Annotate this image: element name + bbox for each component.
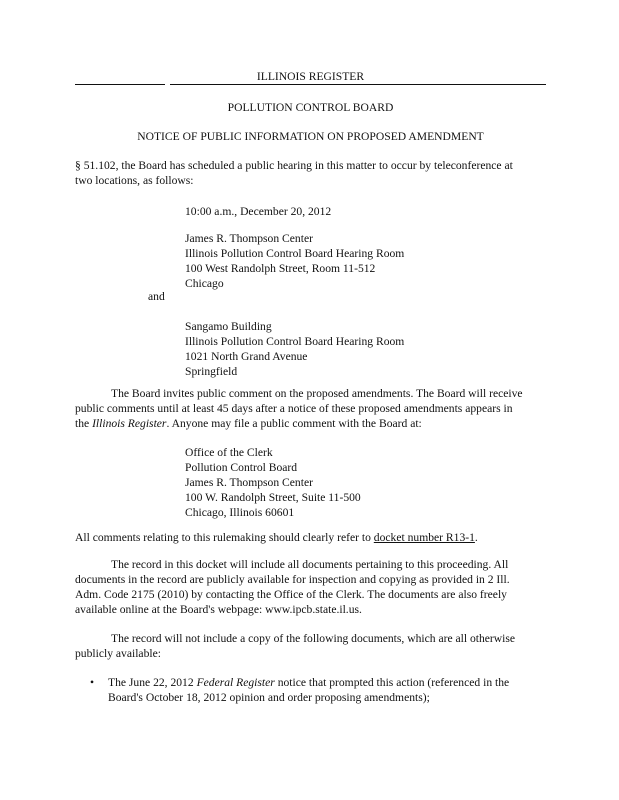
record-line-4: available online at the Board's webpage: www.ipcb.state.il.us. <box>75 603 362 616</box>
location-line: 1021 North Grand Avenue <box>185 350 308 363</box>
header-rule-right <box>170 84 546 85</box>
bullet-text <box>108 675 546 705</box>
exclusion-line-1 <box>75 631 546 646</box>
bullet-line-1 <box>108 675 546 690</box>
intro-line-2: two locations, as follows: <box>75 174 194 187</box>
location-line: Illinois Pollution Control Board Hearing Room <box>185 247 405 260</box>
intro-line-1: § 51.102, the Board has scheduled a public hearing in this matter to occur by teleconference at <box>75 159 513 172</box>
comment-line-2: public comments until at least 45 days after a notice of these proposed amendments appears in <box>75 402 513 415</box>
location-line: Sangamo Building <box>185 320 272 333</box>
federal-register-italic: Federal Register <box>196 676 275 689</box>
public-comment-paragraph <box>75 386 546 431</box>
address-line: Chicago, Illinois 60601 <box>185 506 295 519</box>
hearing-time: 10:00 a.m., December 20, 2012 <box>185 205 332 218</box>
location-line: 100 West Randolph Street, Room 11-512 <box>185 262 376 275</box>
and-connector: and <box>148 290 165 303</box>
comment-line-3 <box>75 416 546 431</box>
exclusion-line-2: publicly available: <box>75 647 161 660</box>
bullet-text-part: The June 22, 2012 <box>108 676 197 689</box>
bullet-icon: • <box>90 676 95 689</box>
record-line-3: Adm. Code 2175 (2010) by contacting the Office of the Clerk. The documents are also freely <box>75 588 507 601</box>
hearing-location-chicago <box>185 231 404 291</box>
exclusion-text: The record will not include a copy of the following documents, which are all otherwise <box>111 632 516 645</box>
record-text: The record in this docket will include all documents pertaining to this proceeding. All <box>111 558 509 571</box>
register-title: ILLINOIS REGISTER <box>256 70 365 83</box>
intro-paragraph <box>75 158 546 188</box>
address-line: Office of the Clerk <box>185 446 273 459</box>
record-line-2: documents in the record are publicly available for inspection and copying as provided in 2 Ill. <box>75 573 510 586</box>
address-line: 100 W. Randolph Street, Suite 11-500 <box>185 491 361 504</box>
header-rule-left <box>75 84 165 85</box>
record-paragraph <box>75 557 546 617</box>
notice-title: NOTICE OF PUBLIC INFORMATION ON PROPOSED AMENDMENT <box>137 130 484 143</box>
comment-text: the <box>75 417 93 430</box>
comment-text: The Board invites public comment on the proposed amendments. The Board will receive <box>111 387 523 400</box>
clerk-address <box>185 445 361 520</box>
location-line: Illinois Pollution Control Board Hearing Room <box>185 335 405 348</box>
board-title: POLLUTION CONTROL BOARD <box>227 101 394 114</box>
illinois-register-italic: Illinois Register <box>92 417 167 430</box>
address-line: James R. Thompson Center <box>185 476 313 489</box>
docket-number: docket number R13-1 <box>373 531 475 544</box>
docket-text: . <box>474 531 478 544</box>
record-line-1 <box>75 557 546 572</box>
location-line: Springfield <box>185 365 238 378</box>
comment-line-1 <box>75 386 546 401</box>
bullet-line-2: Board's October 18, 2012 opinion and order proposing amendments); <box>108 691 430 704</box>
location-line: Chicago <box>185 277 224 290</box>
docket-paragraph <box>75 530 546 545</box>
exclusion-paragraph <box>75 631 546 661</box>
location-line: James R. Thompson Center <box>185 232 313 245</box>
bullet-text-part: notice that prompted this action (referenced in the <box>274 676 510 689</box>
comment-text: . Anyone may file a public comment with the Board at: <box>166 417 422 430</box>
docket-text: All comments relating to this rulemaking should clearly refer to <box>75 531 374 544</box>
hearing-location-springfield <box>185 319 404 379</box>
address-line: Pollution Control Board <box>185 461 298 474</box>
